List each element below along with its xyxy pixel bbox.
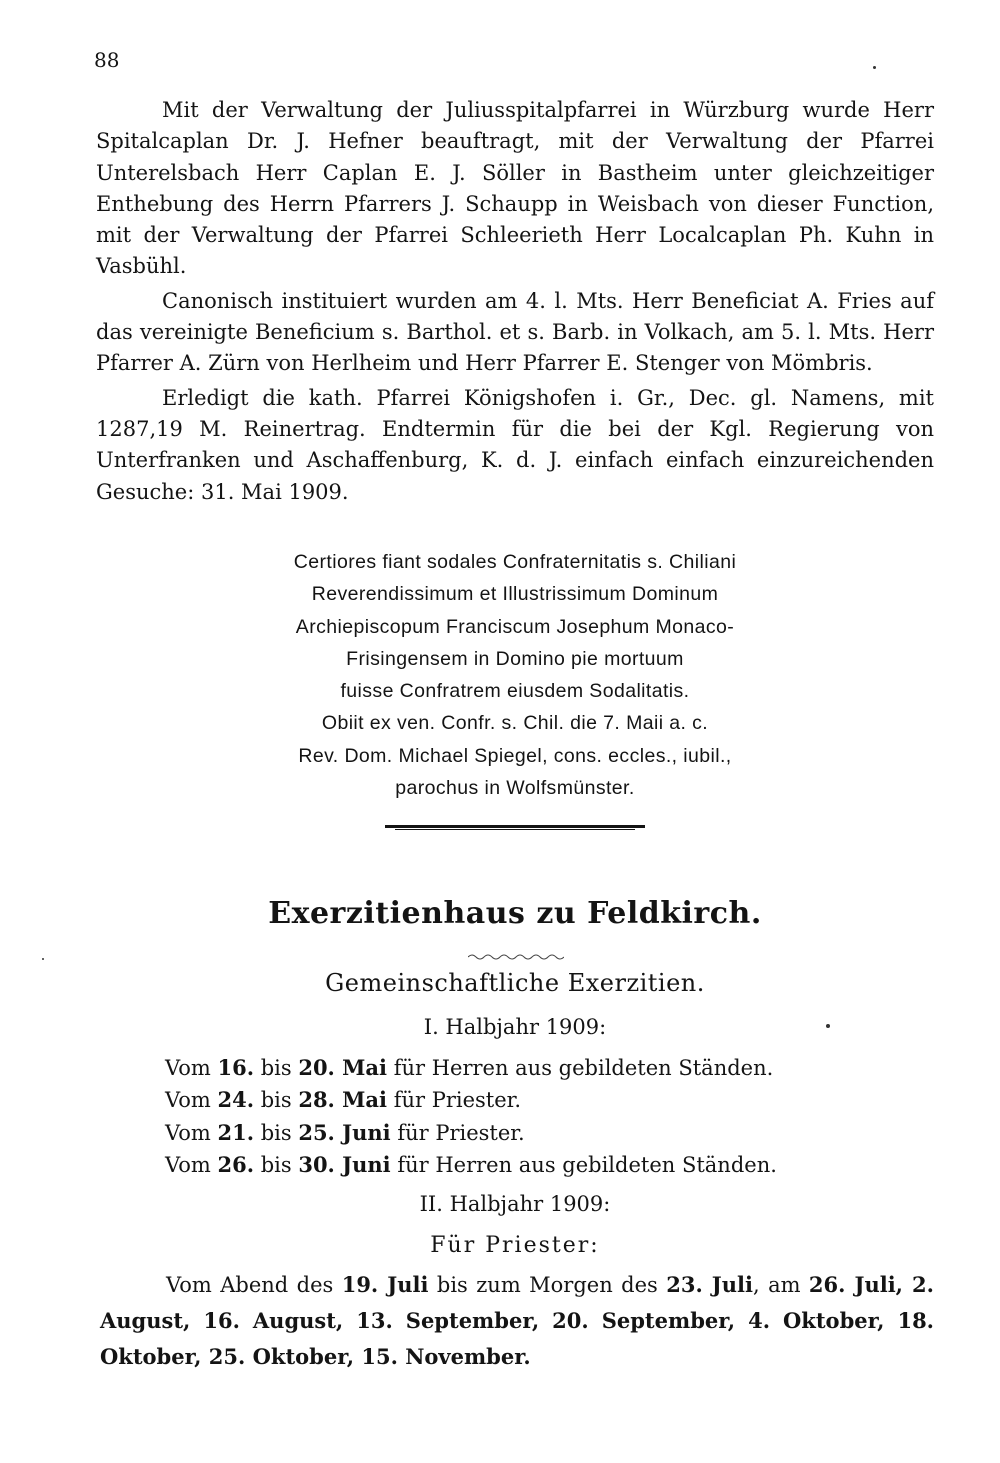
latin-line: fuisse Confratrem eiusdem Sodalitatis.	[340, 680, 690, 703]
latin-line: parochus in Wolfsmünster.	[395, 777, 635, 800]
row-text: bis	[254, 1056, 299, 1080]
row-to: 30.	[298, 1151, 335, 1177]
row-text: bis	[254, 1120, 299, 1145]
row-text: Vom	[165, 1088, 218, 1113]
paragraph-vacancy: Erledigt die kath. Pfarrei Königshofen i. Gr., Dec. gl. Namens, mit 1287,19 M. Reinertrag. Endtermin für die bei der Kgl. Regierung von Unterfranken und Aschaffenburg, K. d. J. einfach einfach einzureichenden Gesuche: 31. Mai 1909.	[96, 385, 934, 504]
latin-line: Archiepiscopum Franciscum Josephum Monaco-	[295, 615, 735, 638]
date-list: 26. Juli, 2. August, 16. August, 13. September, 20. September, 4. Oktober, 18. Oktober, 25. Oktober, 15. November.	[100, 1272, 934, 1369]
divider-thin-line	[395, 829, 635, 830]
latin-line: Reverendissimum et Illustrissimum Dominum	[311, 583, 719, 606]
latin-line: Obiit ex ven. Confr. s. Chil. die 7. Maii a. c.	[321, 712, 709, 735]
row-text: Vom	[165, 1120, 218, 1145]
print-speck	[873, 66, 876, 69]
row-month: Juni	[334, 1119, 391, 1145]
date-start: 19. Juli	[341, 1272, 429, 1297]
half-year-1-heading: I. Halbjahr 1909:	[423, 1015, 607, 1039]
latin-line: Rev. Dom. Michael Spiegel, cons. eccles., iubil.,	[298, 744, 732, 767]
date-end: 23. Juli	[666, 1272, 753, 1297]
row-month: Mai	[334, 1055, 388, 1080]
schedule-row	[165, 1084, 777, 1116]
paragraph-installation: Canonisch instituiert wurden am 4. l. Mts. Herr Beneficiat A. Fries auf das vereinigte Beneficium s. Barthol. et s. Barb. in Volkach, am 5. l. Mts. Herr Pfarrer A. Zürn von Herlheim und Herr Pfarrer E. Stenger von Mömbris.	[96, 288, 934, 376]
priests-heading: Für Priester:	[430, 1233, 600, 1258]
divider-thick-line	[385, 825, 645, 828]
latin-line: Certiores fiant sodales Confraternitatis s. Chiliani	[293, 551, 737, 573]
row-month: Juni	[334, 1151, 391, 1177]
print-speck	[42, 958, 44, 960]
row-text: für Priester.	[387, 1088, 522, 1113]
paragraph-administration: Mit der Verwaltung der Juliusspitalpfarrei in Würzburg wurde Herr Spitalcaplan Dr. J. Hefner beauftragt, mit der Verwaltung der Pfarrei Unterelsbach Herr Caplan E. J. Söller in Bastheim unter gleichzeitiger Enthebung des Herrn Pfarrers J. Schaupp in Weisbach von dieser Function, mit der Verwaltung der Pfarrei Schleerieth Herr Localcaplan Ph. Kuhn in Vasbühl.	[96, 98, 934, 279]
print-speck	[826, 1024, 830, 1028]
row-from: 16.	[217, 1055, 255, 1080]
squiggle-ornament	[468, 952, 564, 962]
row-text: für Priester.	[390, 1120, 525, 1145]
row-text: Vom	[165, 1152, 218, 1177]
page-number: 88	[94, 48, 120, 72]
priests-dates-paragraph	[100, 1267, 934, 1375]
dates-text: bis zum Morgen des	[428, 1273, 667, 1297]
row-text: Vom	[165, 1056, 218, 1080]
section-title: Exerzitienhaus zu Feldkirch.	[268, 896, 762, 931]
row-from: 26.	[217, 1151, 255, 1177]
section-divider	[385, 825, 645, 831]
half-year-2-heading: II. Halbjahr 1909:	[419, 1192, 611, 1216]
dates-text: , am	[752, 1273, 809, 1297]
latin-obituary-notice	[96, 546, 934, 804]
latin-line: Frisingensem in Domino pie mortuum	[346, 647, 684, 670]
row-text: bis	[254, 1152, 299, 1177]
row-month: Mai	[334, 1087, 388, 1113]
row-text: für Herren aus gebildeten Ständen.	[390, 1152, 777, 1177]
row-text: bis	[254, 1088, 299, 1113]
row-to: 20.	[298, 1055, 335, 1080]
row-to: 28.	[298, 1087, 335, 1113]
row-to: 25.	[298, 1119, 335, 1145]
subtitle: Gemeinschaftliche Exerzitien.	[325, 969, 705, 997]
schedule-first-half	[165, 1052, 777, 1181]
schedule-row	[165, 1052, 777, 1084]
row-from: 21.	[217, 1119, 255, 1145]
row-text: für Herren aus gebildeten Ständen.	[387, 1056, 774, 1080]
dates-text: Vom Abend des	[166, 1273, 342, 1297]
schedule-row	[165, 1117, 777, 1149]
notices-block	[96, 95, 934, 508]
priests-dates	[100, 1267, 934, 1375]
schedule-row	[165, 1149, 777, 1181]
row-from: 24.	[217, 1087, 255, 1113]
